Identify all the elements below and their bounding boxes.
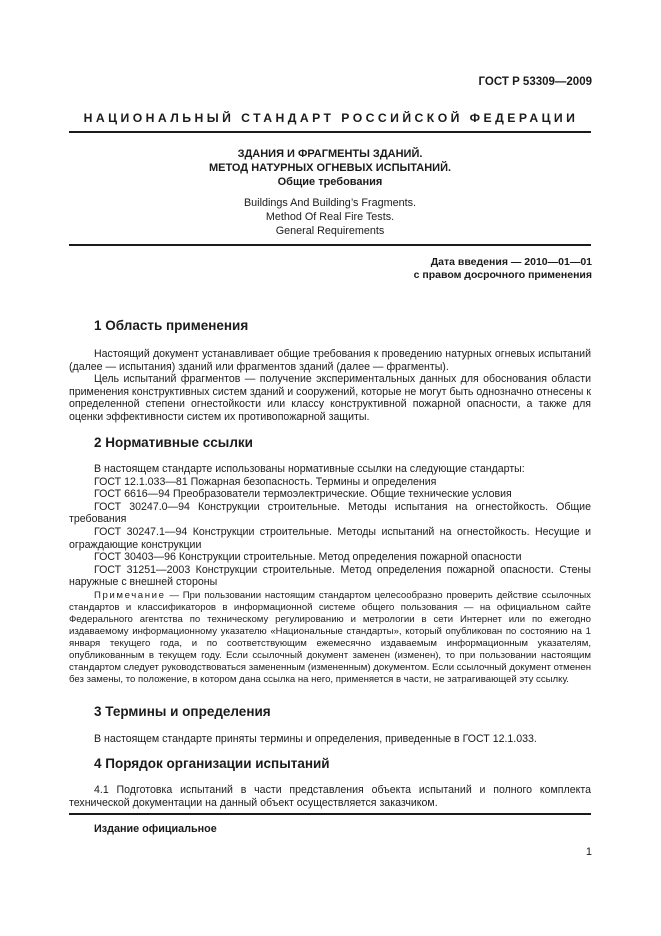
- national-standard-title: НАЦИОНАЛЬНЫЙ СТАНДАРТ РОССИЙСКОЙ ФЕДЕРАЦИИ: [83, 111, 579, 125]
- section-1-heading: 1 Область применения: [94, 318, 249, 333]
- header-rule: [69, 131, 591, 133]
- section-1-body: [69, 348, 591, 424]
- note-text: При пользовании настоящим стандартом целесообразно проверить действие ссылочных стандартов и классификаторов в информационной системе общего пользования — на официальном сайте Федерального агентства по техническому регулированию и метрологии в сети Интернет или по ежегодно издаваемому информационному указателю «Национальные стандарты», который опубликован по состоянию на 1 января текущего года, и по соответствующим ежемесячно издаваемым информационным указателям, опубликованным в текущем году. Если ссылочный документ заменен (изменен), то при пользовании настоящим стандартом следует руководствоваться замененным (измененным) документом. Если ссылочный документ отменен без замены, то положение, в котором дана ссылка на него, применяется в части, не затрагивающей эту ссылку.: [69, 590, 591, 685]
- reference-item: ГОСТ 6616—94 Преобразователи термоэлектрические. Общие технические условия: [94, 488, 512, 501]
- official-edition-label: Издание официальное: [94, 823, 217, 835]
- reference-item: ГОСТ 31251—2003 Конструкции строительные. Метод определения пожарной опасности. Стены наружные с внешней стороны: [69, 563, 591, 589]
- section-1-paragraph-1: Настоящий документ устанавливает общие требования к проведению натурных огневых испытаний (далее — испытания) зданий или фрагментов зданий (далее — фрагменты).: [69, 348, 591, 373]
- reference-item: ГОСТ 30247.1—94 Конструкции строительные. Методы испытаний на огнестойкость. Несущие и ограждающие конструкции: [69, 525, 591, 551]
- page-number: 1: [585, 846, 592, 858]
- references-note: Примечание — При пользовании настоящим стандартом целесообразно проверить действие ссылочных стандартов и классификаторов в информационной системе общего пользования — на официальном сайте Федерального агентства по техническому регулированию и метрологии в сети Интернет или по ежегодно издаваемому информационному указателю «Национальные стандарты», который опубликован по состоянию на 1 января текущего года, и по соответствующим ежемесячно издаваемым информационным указателям, опубликованным в текущем году. Если ссылочный документ заменен (изменен), то при пользовании настоящим стандартом следует руководствоваться замененным (измененным) документом. Если ссылочный документ отменен без замены, то положение, в котором дана ссылка на него, применяется в части, не затрагивающей эту ссылку.: [69, 590, 591, 685]
- note-label: Примечание: [94, 590, 166, 601]
- introduction-date: [332, 256, 592, 282]
- section-4-heading: 4 Порядок организации испытаний: [94, 756, 330, 771]
- document-title-ru: [69, 147, 591, 189]
- title-en-line-2: Method Of Real Fire Tests.: [265, 211, 395, 223]
- reference-item: ГОСТ 30403—96 Конструкции строительные. Метод определения пожарной опасности: [94, 551, 522, 564]
- document-title-en: [69, 196, 591, 238]
- title-ru-line-3: Общие требования: [277, 176, 383, 188]
- title-en-line-1: Buildings And Building’s Fragments.: [243, 197, 417, 209]
- section-3-paragraph-1: В настоящем стандарте приняты термины и определения, приведенные в ГОСТ 12.1.033.: [94, 733, 537, 745]
- section-3-heading: 3 Термины и определения: [94, 704, 271, 719]
- footer-rule: [69, 813, 591, 815]
- standard-code: ГОСТ Р 53309—2009: [478, 76, 592, 88]
- section-3-body: [69, 733, 591, 746]
- title-ru-line-1: ЗДАНИЯ И ФРАГМЕНТЫ ЗДАНИЙ.: [237, 148, 423, 160]
- section-4-body: [69, 784, 591, 809]
- references-intro: В настоящем стандарте использованы нормативные ссылки на следующие стандарты:: [94, 463, 525, 475]
- normative-references-list: [69, 463, 591, 589]
- section-1-paragraph-2: Цель испытаний фрагментов — получение экспериментальных данных для обоснования области применения конструктивных систем зданий и сооружений, которые не могут быть однозначно отнесены к определенной степени огнестойкости или классу конструктивной пожарной опасности, а также для оценки эффективности систем их противопожарной защиты.: [69, 373, 591, 423]
- title-rule: [69, 244, 591, 246]
- title-ru-line-2: МЕТОД НАТУРНЫХ ОГНЕВЫХ ИСПЫТАНИЙ.: [208, 162, 452, 174]
- title-en-line-3: General Requirements: [275, 225, 385, 237]
- early-application-line: с правом досрочного применения: [413, 269, 592, 281]
- introduction-date-line: Дата введения — 2010—01—01: [430, 256, 592, 268]
- section-4-paragraph-1: 4.1 Подготовка испытаний в части представления объекта испытаний и полного комплекта технической документации на данный объект осуществляется заказчиком.: [69, 784, 591, 809]
- section-2-heading: 2 Нормативные ссылки: [94, 435, 253, 450]
- reference-item: ГОСТ 12.1.033—81 Пожарная безопасность. Термины и определения: [94, 475, 437, 488]
- reference-item: ГОСТ 30247.0—94 Конструкции строительные. Методы испытания на огнестойкость. Общие требования: [69, 500, 591, 526]
